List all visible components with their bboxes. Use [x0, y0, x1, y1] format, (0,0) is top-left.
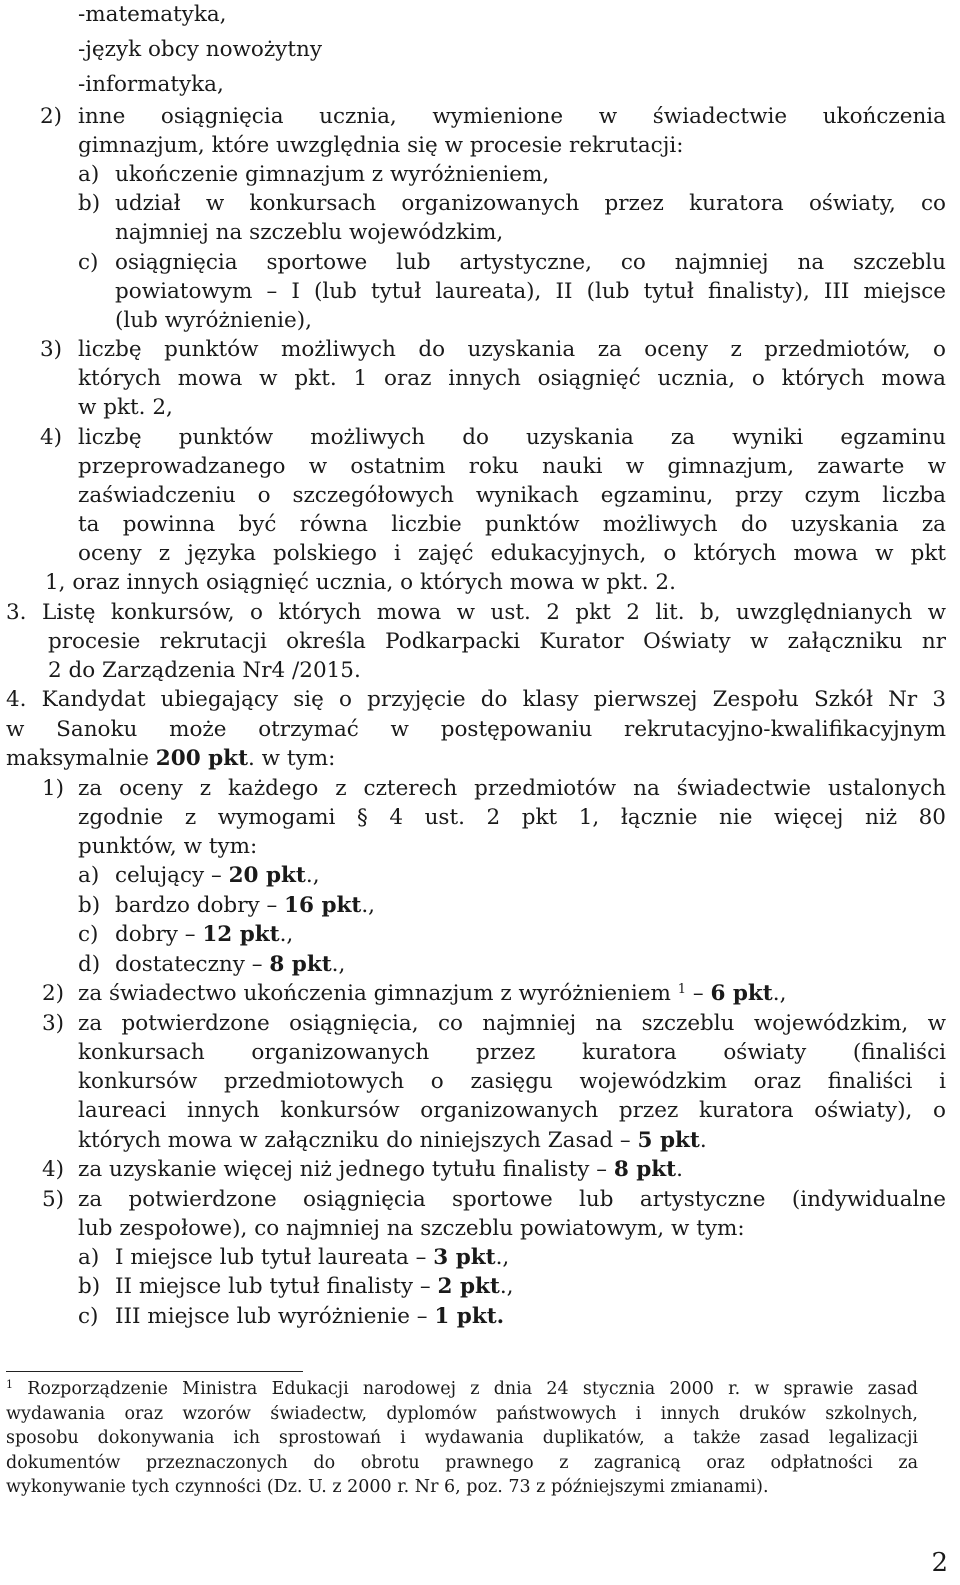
sub-label-b: b)	[78, 893, 101, 918]
point-label-2: 2)	[42, 981, 65, 1006]
paragraph-line: lub zespołowe), co najmniej na szczeblu powiatowym, w tym:	[78, 1216, 745, 1241]
footnote-line: $^1$ Rozporządzenie Ministra Edukacji narodowej z dnia 24 stycznia 2000 r. w sprawie zasad	[6, 1378, 918, 1399]
paragraph-line: procesie rekrutacji określa Podkarpacki Kurator Oświaty w załączniku nr	[48, 629, 946, 654]
point-label-2: 2)	[40, 104, 63, 129]
paragraph-line: przeprowadzanego w ostatnim roku nauki w gimnazjum, zawarte w	[78, 454, 946, 479]
page-number: 2	[931, 1548, 948, 1578]
list-item-jezyk-obcy: -język obcy nowożytny	[78, 37, 322, 62]
paragraph-line: 1, oraz innych osiągnięć ucznia, o których mowa w pkt. 2.	[45, 570, 676, 595]
paragraph-line: inne osiągnięcia ucznia, wymienione w świadectwie ukończenia	[78, 104, 946, 129]
paragraph-line: zaświadczeniu o szczegółowych wynikach egzaminu, przy czym liczba	[78, 483, 946, 508]
sub-label-a: a)	[78, 162, 100, 187]
paragraph-line: ukończenie gimnazjum z wyróżnieniem,	[115, 162, 550, 187]
point-label-3: 3)	[40, 337, 63, 362]
sub-label-b: b)	[78, 191, 101, 216]
section-3-line: 3. Listę konkursów, o których mowa w ust. 2 pkt 2 lit. b, uwzględnianych w	[6, 600, 946, 625]
paragraph-line: za potwierdzone osiągnięcia sportowe lub artystyczne (indywidualne	[78, 1187, 946, 1212]
paragraph-line: powiatowym – I (lub tytuł laureata), II (lub tytuł finalisty), III miejsce	[115, 279, 946, 304]
paragraph-line: liczbę punktów możliwych do uzyskania za wyniki egzaminu	[78, 425, 946, 450]
paragraph-line: liczbę punktów możliwych do uzyskania za oceny z przedmiotów, o	[78, 337, 946, 362]
sub-label-c: c)	[78, 1304, 99, 1329]
grade-celujacy: celujący – 20 pkt.,	[115, 863, 320, 888]
footnote-line: dokumentów przeznaczonych do obrotu prawnego z zagranicą oraz odpłatności za	[6, 1453, 918, 1473]
paragraph-line: osiągnięcia sportowe lub artystyczne, co najmniej na szczeblu	[115, 250, 946, 275]
award-second-place: II miejsce lub tytuł finalisty – 2 pkt.,	[115, 1274, 514, 1299]
paragraph-line: konkursach organizowanych przez kuratora oświaty (finaliści	[78, 1040, 946, 1065]
section-4-line: 4. Kandydat ubiegający się o przyjęcie do klasy pierwszej Zespołu Szkół Nr 3	[6, 687, 946, 712]
sub-label-c: c)	[78, 922, 99, 947]
paragraph-line: których mowa w załączniku do niniejszych Zasad – 5 pkt.	[78, 1128, 707, 1153]
paragraph-line: laureaci innych konkursów organizowanych przez kuratora oświaty), o	[78, 1098, 946, 1123]
paragraph-line: za oceny z każdego z czterech przedmiotów na świadectwie ustalonych	[78, 776, 946, 801]
grade-bardzo-dobry: bardzo dobry – 16 pkt.,	[115, 893, 375, 918]
sub-label-a: a)	[78, 1245, 100, 1270]
paragraph-line: za świadectwo ukończenia gimnazjum z wyróżnieniem $^1$ – 6 pkt.,	[78, 981, 787, 1006]
footnote-line: wydawania oraz wzorów świadectw, dyplomów państwowych i innych druków szkolnych,	[6, 1404, 918, 1424]
max-points: 200 pkt	[155, 746, 249, 771]
sub-label-d: d)	[78, 952, 101, 977]
sub-label-c: c)	[78, 250, 99, 275]
paragraph-line: maksymalnie 200 pkt. w tym:	[6, 746, 336, 771]
footnote-line: wykonywanie tych czynności (Dz. U. z 2000 r. Nr 6, poz. 73 z późniejszymi zmianami).	[6, 1477, 769, 1497]
point-label-4: 4)	[40, 425, 63, 450]
paragraph-line: (lub wyróżnienie),	[115, 308, 312, 333]
footnote-ref: 1	[677, 982, 687, 997]
paragraph-line: w pkt. 2,	[78, 395, 173, 420]
paragraph-line: gimnazjum, które uwzględnia się w procesie rekrutacji:	[78, 133, 684, 158]
footnote-separator	[6, 1371, 303, 1372]
point-label-4: 4)	[42, 1157, 65, 1182]
paragraph-line: w Sanoku może otrzymać w postępowaniu rekrutacyjno-kwalifikacyjnym	[6, 717, 946, 742]
grade-dostateczny: dostateczny – 8 pkt.,	[115, 952, 346, 977]
award-third-place: III miejsce lub wyróżnienie – 1 pkt.	[115, 1304, 505, 1329]
paragraph-line: których mowa w pkt. 1 oraz innych osiągnięć ucznia, o których mowa	[78, 366, 946, 391]
sub-label-b: b)	[78, 1274, 101, 1299]
paragraph-line: zgodnie z wymogami § 4 ust. 2 pkt 1, łącznie nie więcej niż 80	[78, 805, 946, 830]
paragraph-line: za uzyskanie więcej niż jednego tytułu finalisty – 8 pkt.	[78, 1157, 683, 1182]
award-first-place: I miejsce lub tytuł laureata – 3 pkt.,	[115, 1245, 510, 1270]
paragraph-line: najmniej na szczeblu wojewódzkim,	[115, 220, 504, 245]
sub-label-a: a)	[78, 863, 100, 888]
point-label-5: 5)	[42, 1187, 65, 1212]
list-item-matematyka: -matematyka,	[78, 2, 227, 27]
point-label-1: 1)	[42, 776, 65, 801]
footnote-line: sposobu dokonywania ich sprostowań i wydawania duplikatów, a także zasad legalizacji	[6, 1428, 918, 1448]
paragraph-line: ta powinna być równa liczbie punktów możliwych do uzyskania za	[78, 512, 946, 537]
paragraph-line: za potwierdzone osiągnięcia, co najmniej na szczeblu wojewódzkim, w	[78, 1011, 946, 1036]
paragraph-line: udział w konkursach organizowanych przez kuratora oświaty, co	[115, 191, 946, 216]
paragraph-line: oceny z języka polskiego i zajęć edukacyjnych, o których mowa w pkt	[78, 541, 946, 566]
paragraph-line: 2 do Zarządzenia Nr4 /2015.	[48, 658, 361, 683]
paragraph-line: konkursów przedmiotowych o zasięgu wojewódzkim oraz finaliści i	[78, 1069, 946, 1094]
paragraph-line: punktów, w tym:	[78, 834, 258, 859]
list-item-informatyka: -informatyka,	[78, 72, 224, 97]
point-label-3: 3)	[42, 1011, 65, 1036]
grade-dobry: dobry – 12 pkt.,	[115, 922, 294, 947]
